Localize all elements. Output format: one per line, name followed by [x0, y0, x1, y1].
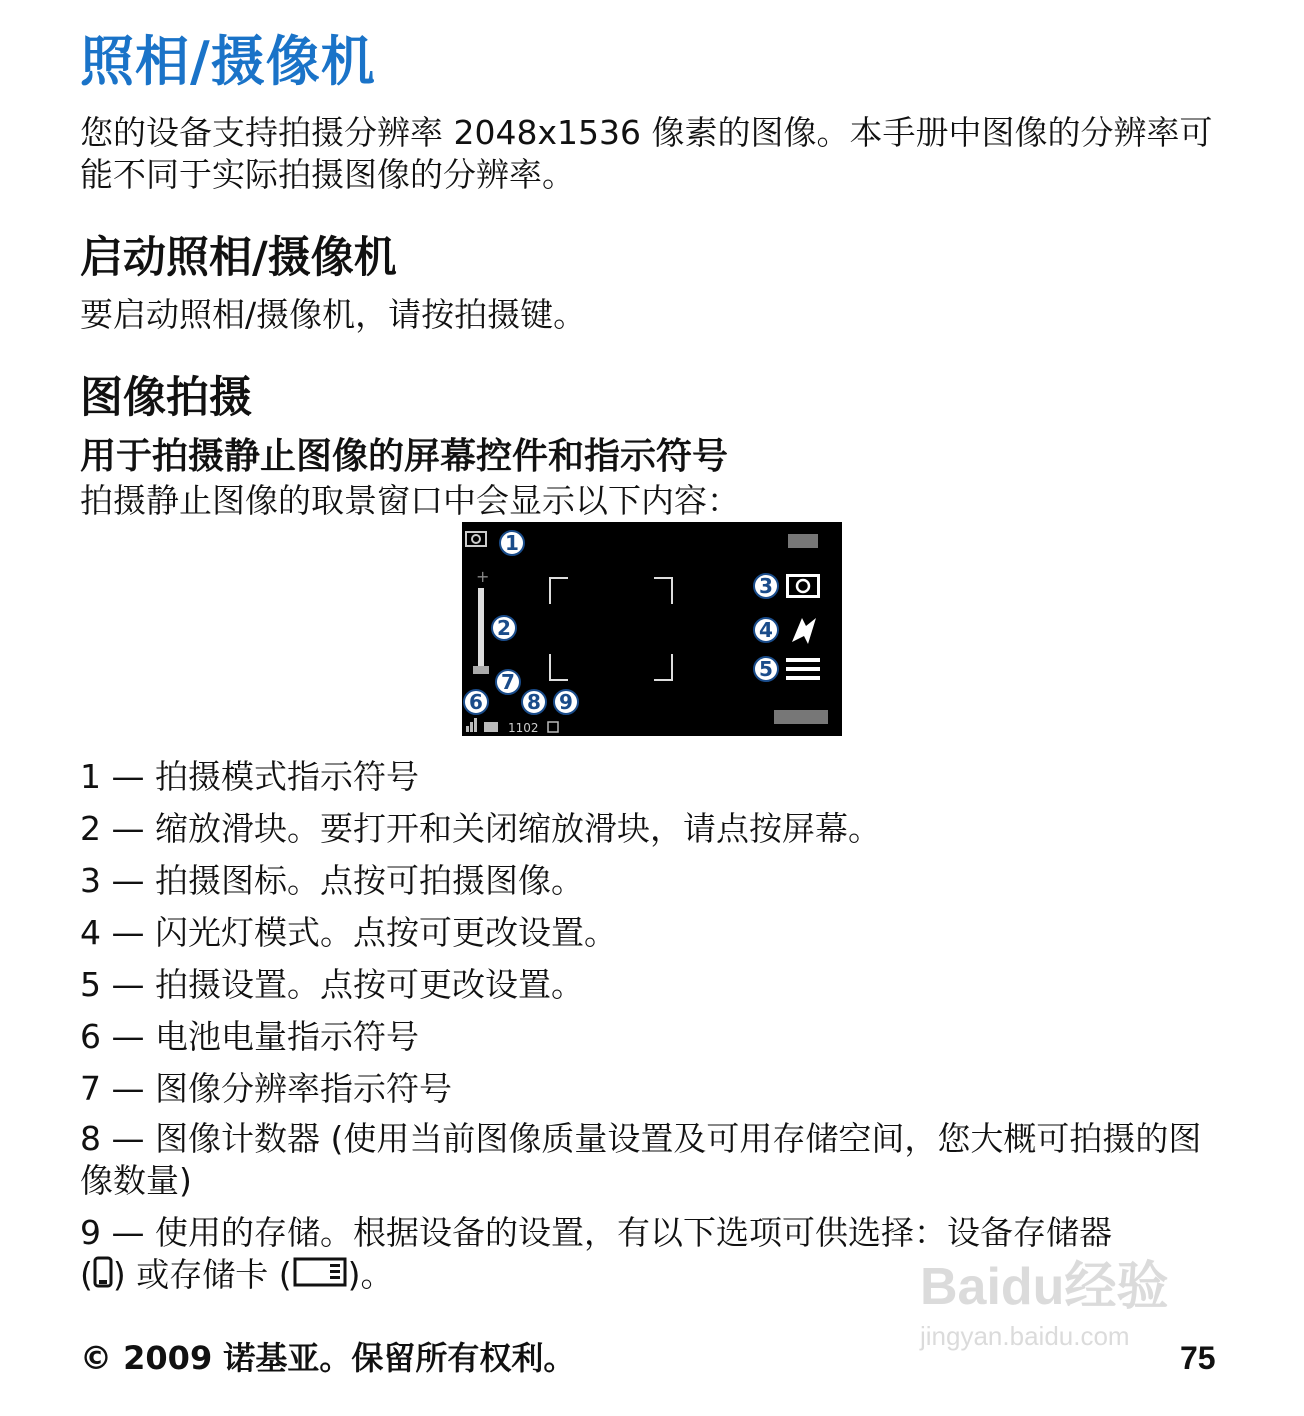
- copyright-footer: © 2009 诺基亚。保留所有权利。: [80, 1339, 576, 1377]
- legend-item-2: 2 — 缩放滑块。要打开和关闭缩放滑块，请点按屏幕。: [80, 809, 881, 848]
- device-memory-icon: [93, 1256, 113, 1298]
- resolution-indicator-icon: [484, 722, 498, 732]
- memory-in-use-icon: [548, 722, 558, 732]
- paren-open: (: [80, 1255, 93, 1294]
- watermark-brand: Baidu经验: [920, 1258, 1169, 1316]
- paren-close: )。: [347, 1255, 394, 1294]
- viewfinder-figure: [462, 522, 842, 736]
- legend-item-8: 8 — 图像计数器 (使用当前图像质量设置及可用存储空间，您大概可拍摄的图像数量): [80, 1119, 1202, 1200]
- svg-text:6: 6: [469, 690, 483, 714]
- capture-settings-icon: [786, 658, 820, 680]
- legend-item-9: 9 — 使用的存储。根据设备的设置，有以下选项可供选择：设备存储器: [80, 1213, 1112, 1252]
- legend-item-7: 7 — 图像分辨率指示符号: [80, 1069, 452, 1108]
- memory-card-icon: [292, 1256, 348, 1298]
- viewfinder-intro-text: 拍摄静止图像的取景窗口中会显示以下内容：: [80, 481, 740, 520]
- callout-6: [464, 690, 488, 714]
- focus-brackets: [550, 578, 672, 680]
- callout-5: [754, 657, 778, 681]
- svg-text:8: 8: [527, 690, 541, 714]
- callout-1: [500, 531, 524, 555]
- svg-text:3: 3: [759, 574, 773, 598]
- callout-7: [496, 670, 520, 694]
- baidu-watermark: [920, 1255, 1230, 1365]
- legend-item-5: 5 — 拍摄设置。点按可更改设置。: [80, 965, 584, 1004]
- legend-item-6: 6 — 电池电量指示符号: [80, 1017, 419, 1056]
- svg-text:1: 1: [505, 531, 519, 555]
- zoom-plus-label: +: [476, 567, 490, 586]
- zoom-slider: [473, 567, 489, 674]
- svg-text:2: 2: [497, 616, 511, 640]
- callout-2: [492, 616, 516, 640]
- bottom-right-indicator: [774, 710, 828, 724]
- callout-4: [754, 618, 778, 642]
- capture-mode-icon: [466, 532, 486, 546]
- legend-item-1: 1 — 拍摄模式指示符号: [80, 757, 419, 796]
- svg-text:9: 9: [559, 690, 573, 714]
- subheading-controls-indicators: 用于拍摄静止图像的屏幕控件和指示符号: [80, 436, 729, 477]
- svg-text:4: 4: [759, 618, 773, 642]
- section-heading-start-camera: 启动照相/摄像机: [80, 233, 397, 283]
- page-number: 75: [1180, 1340, 1216, 1376]
- legend-item-4: 4 — 闪光灯模式。点按可更改设置。: [80, 913, 617, 952]
- intro-paragraph: 您的设备支持拍摄分辨率 2048x1536 像素的图像。本手册中图像的分辨率可能不同于实际拍摄图像的分辨率。: [80, 113, 1213, 194]
- callout-8: [522, 690, 546, 714]
- section-heading-image-capture: 图像拍摄: [80, 373, 252, 423]
- image-counter-text: 1102: [508, 721, 539, 735]
- capture-camera-icon: [786, 574, 820, 598]
- callout-3: [754, 574, 778, 598]
- svg-text:5: 5: [759, 657, 773, 681]
- legend-item-3: 3 — 拍摄图标。点按可拍摄图像。: [80, 861, 584, 900]
- watermark-url: jingyan.baidu.com: [920, 1321, 1130, 1351]
- battery-icon: [466, 718, 477, 732]
- svg-text:7: 7: [501, 670, 515, 694]
- viewfinder-illustration: [462, 522, 842, 736]
- start-camera-text: 要启动照相/摄像机，请按拍摄键。: [80, 295, 587, 334]
- callout-9: [554, 690, 578, 714]
- flash-mode-icon: [792, 618, 816, 644]
- memory-card-text: ) 或存储卡 (: [112, 1255, 292, 1294]
- top-right-indicator: [788, 534, 818, 548]
- page-title: 照相/摄像机: [80, 30, 376, 93]
